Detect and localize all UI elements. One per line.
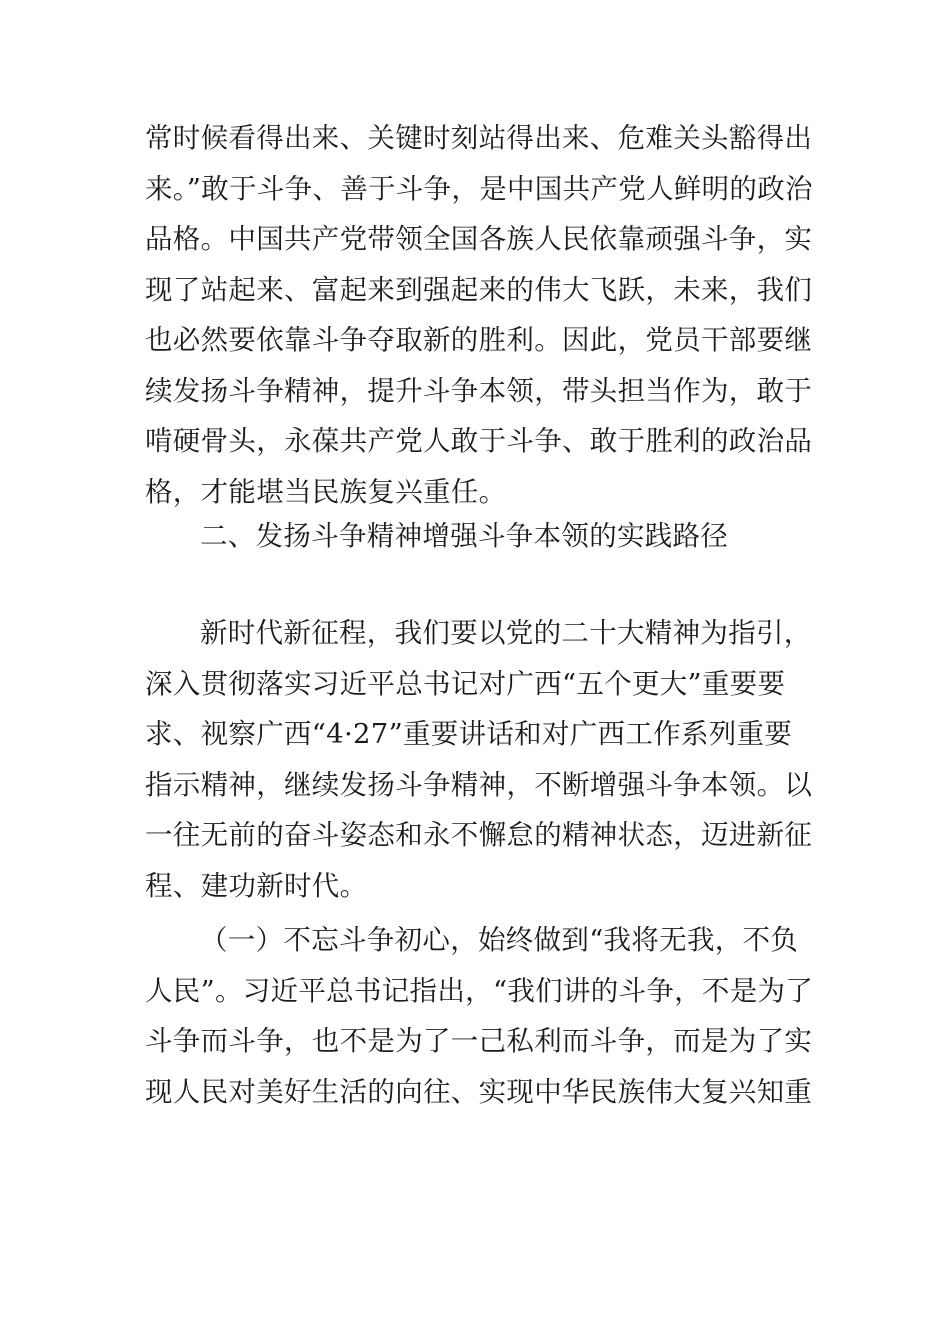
section-heading-block (145, 511, 810, 562)
paragraph-line: （一）不忘斗争初心，始终做到“我将无我，不负 (200, 924, 799, 956)
paragraph-line: 续发扬斗争精神，提升斗争本领，带头担当作为，敢于 (145, 374, 813, 407)
paragraph-line: 格，才能堪当民族复兴重任。 (145, 475, 507, 508)
paragraph-line: 指示精神，继续发扬斗争精神，不断增强斗争本领。以 (145, 768, 813, 801)
paragraph-line: 斗争而斗争，也不是为了一己私利而斗争，而是为了实 (145, 1025, 813, 1057)
paragraph-line: 一往无前的奋斗姿态和永不懈怠的精神状态，迈进新征 (145, 819, 813, 851)
section-heading: 二、发扬斗争精神增强斗争本领的实践路径 (200, 520, 729, 552)
paragraph-line: 现人民对美好生活的向往、实现中华民族伟大复兴知重 (145, 1075, 813, 1108)
paragraph-line: 求、视察广西“4·27”重要讲话和对广西工作系列重要 (145, 718, 793, 750)
paragraph-line: 程、建功新时代。 (145, 869, 368, 902)
paragraph-line: 常时候看得出来、关键时刻站得出来、危难关头豁得出 (145, 122, 813, 154)
paragraph-line: 深入贯彻落实习近平总书记对广西“五个更大”重要要 (145, 667, 786, 700)
paragraph-line: 来。”敢于斗争、善于斗争，是中国共产党人鲜明的政治 (145, 172, 813, 205)
paragraph-line: 新时代新征程，我们要以党的二十大精神为指引， (200, 617, 812, 649)
paragraph-line: 啃硬骨头，永葆共产党人敢于斗争、敢于胜利的政治品 (145, 425, 813, 457)
paragraph-2 (145, 608, 813, 911)
paragraph-line: 品格。中国共产党带领全国各族人民依靠顽强斗争，实 (145, 223, 813, 255)
paragraph-1 (145, 113, 813, 517)
paragraph-line: 现了站起来、富起来到强起来的伟大飞跃，未来，我们 (145, 273, 813, 306)
paragraph-line: 人民”。习近平总书记指出，“我们讲的斗争，不是为了 (145, 974, 814, 1007)
paragraph-3 (145, 915, 814, 1117)
paragraph-line: 也必然要依靠斗争夺取新的胜利。因此，党员干部要继 (145, 324, 813, 356)
